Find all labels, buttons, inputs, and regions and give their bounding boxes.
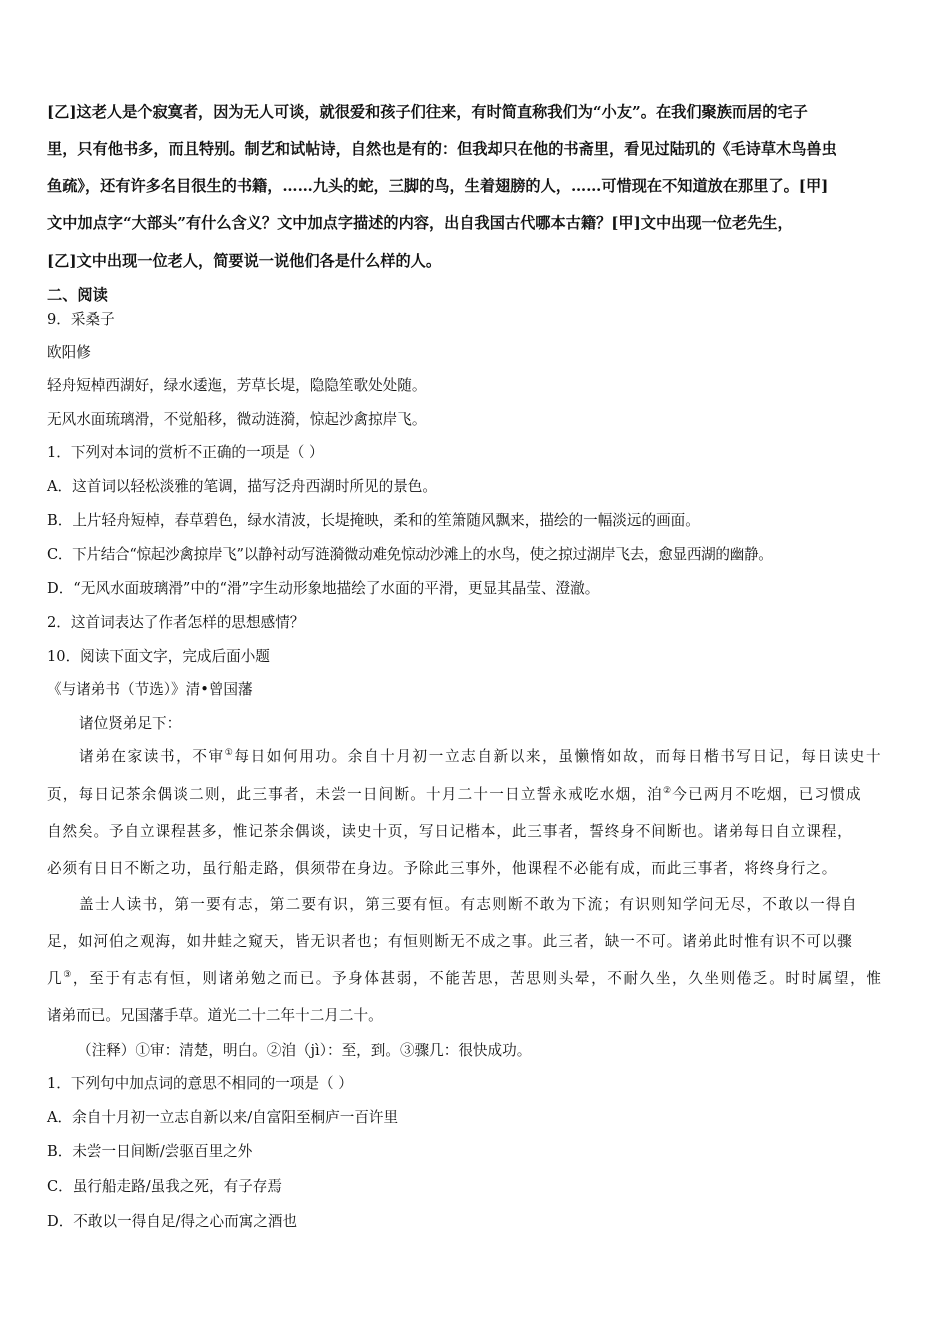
q9-sub2: 2．这首词表达了作者怎样的思想感情？ <box>47 614 305 631</box>
q10-option-a: A．余自十月初一立志自新以来/自富阳至桐庐一百许里 <box>47 1109 399 1126</box>
q10-p2-text-3b: ，至于有志有恒，则诸弟勉之而已。予身体甚弱，不能苦思，苦思则头晕，不耐久坐，久坐则倦乏。时时属望，惟 <box>72 970 883 987</box>
q9-option-d: D．“无风水面玻璃滑”中的“滑”字生动形象地描绘了水面的平滑，更显其晶莹、澄澈。 <box>47 580 600 597</box>
q10-p1-line-4: 必须有日日不断之功，虽行船走路，俱须带在身边。予除此三事外，他课程不必能有成，而此三事者，将终身行之。 <box>47 860 838 877</box>
q10-notes: （注释）①审：清楚，明白。②洎（jì）：至，到。③骤几：很快成功。 <box>77 1042 532 1059</box>
q10-p1-line-2 <box>47 785 862 805</box>
footnote-marker-1: ① <box>224 748 235 759</box>
q10-source: 《与诸弟书（节选）》清•曾国藩 <box>47 681 253 698</box>
q10-p1-text-2a: 页，每日记茶余偶谈二则，此三事者，未尝一日间断。十月二十一日立誓永戒吃水烟，洎 <box>47 786 663 803</box>
q9-title: 9．采桑子 <box>47 311 115 328</box>
q10-sub1: 1．下列句中加点词的意思不相同的一项是（ ） <box>47 1075 353 1092</box>
q10-p1-line-3: 自然矣。予自立课程甚多，惟记茶余偶谈，读史十页，写日记楷本，此三事者，誓终身不间断也。诸弟每日自立课程， <box>47 823 853 840</box>
q10-p1-text-1a: 诸弟在家读书，不审 <box>79 748 225 765</box>
q10-p2-line-3 <box>47 969 883 989</box>
q10-title: 10．阅读下面文字，完成后面小题 <box>47 648 270 665</box>
q9-poem-line-2: 无风水面琉璃滑，不觉船移，微动涟漪，惊起沙禽掠岸飞。 <box>47 411 427 428</box>
q9-poem-line-1: 轻舟短棹西湖好，绿水逶迤，芳草长堤，隐隐笙歌处处随。 <box>47 377 427 394</box>
q10-p2-line-1: 盖士人读书，第一要有志，第二要有识，第三要有恒。有志则断不敢为下流；有识则知学问无尽，不敢以一得自 <box>79 896 858 913</box>
section-title: 二、阅读 <box>47 286 108 304</box>
yi-passage-line-5: [乙]文中出现一位老人，简要说一说他们各是什么样的人。 <box>47 252 442 270</box>
q9-option-a: A．这首词以轻松淡雅的笔调，描写泛舟西湖时所见的景色。 <box>47 478 437 495</box>
q9-option-b: B．上片轻舟短棹，春草碧色，绿水清波，长堤掩映，柔和的笙箫随风飘来，描绘的一幅淡远的画面。 <box>47 512 700 529</box>
q10-p1-text-2b: 今已两月不吃烟，已习惯成 <box>672 786 862 803</box>
q10-option-b: B．未尝一日间断/尝驱百里之外 <box>47 1143 253 1160</box>
q10-p1-text-1b: 每日如何用功。余自十月初一立志自新以来，虽懒惰如故，而每日楷书写日记，每日读史十 <box>234 748 883 765</box>
q10-p2-text-3a: 几 <box>47 970 64 987</box>
q9-author: 欧阳修 <box>47 344 91 361</box>
yi-passage-line-3: 鱼疏》，还有许多名目很生的书籍，……九头的蛇，三脚的鸟，生着翅膀的人，……可惜现在不知道放在那里了。[甲] <box>47 177 829 195</box>
q9-option-c: C．下片结合“惊起沙禽掠岸飞”以静衬动写涟漪微动难免惊动沙滩上的水鸟，使之掠过湖岸飞去，愈显西湖的幽静。 <box>47 546 773 563</box>
footnote-marker-3: ③ <box>63 970 73 981</box>
yi-passage-line-4: 文中加点字“大部头”有什么含义？文中加点字描述的内容，出自我国古代哪本古籍？[甲]文中出现一位老先生， <box>47 214 793 232</box>
footnote-marker-2: ② <box>662 786 673 797</box>
q9-sub1: 1．下列对本词的赏析不正确的一项是（ ） <box>47 444 324 461</box>
q10-option-d: D．不敢以一得自足/得之心而寓之酒也 <box>47 1213 298 1230</box>
q10-greeting: 诸位贤弟足下： <box>79 715 182 732</box>
q10-p2-line-4: 诸弟而已。兄国藩手草。道光二十二年十二月二十。 <box>47 1007 383 1024</box>
yi-passage-line-1: [乙]这老人是个寂寞者，因为无人可谈，就很爱和孩子们往来，有时简直称我们为“小友”。在我们聚族而居的宅子 <box>47 103 808 121</box>
q10-option-c: C．虽行船走路/虽我之死，有子存焉 <box>47 1178 282 1195</box>
q10-p1-line-1 <box>79 747 905 767</box>
yi-passage-line-2: 里，只有他书多，而且特别。制艺和试帖诗，自然也是有的：但我却只在他的书斋里，看见过陆玑的《毛诗草木鸟兽虫 <box>47 140 837 158</box>
q10-p2-line-2: 足，如河伯之观海，如井蛙之窥天，皆无识者也；有恒则断无不成之事。此三者，缺一不可。诸弟此时惟有识不可以骤 <box>47 933 853 950</box>
